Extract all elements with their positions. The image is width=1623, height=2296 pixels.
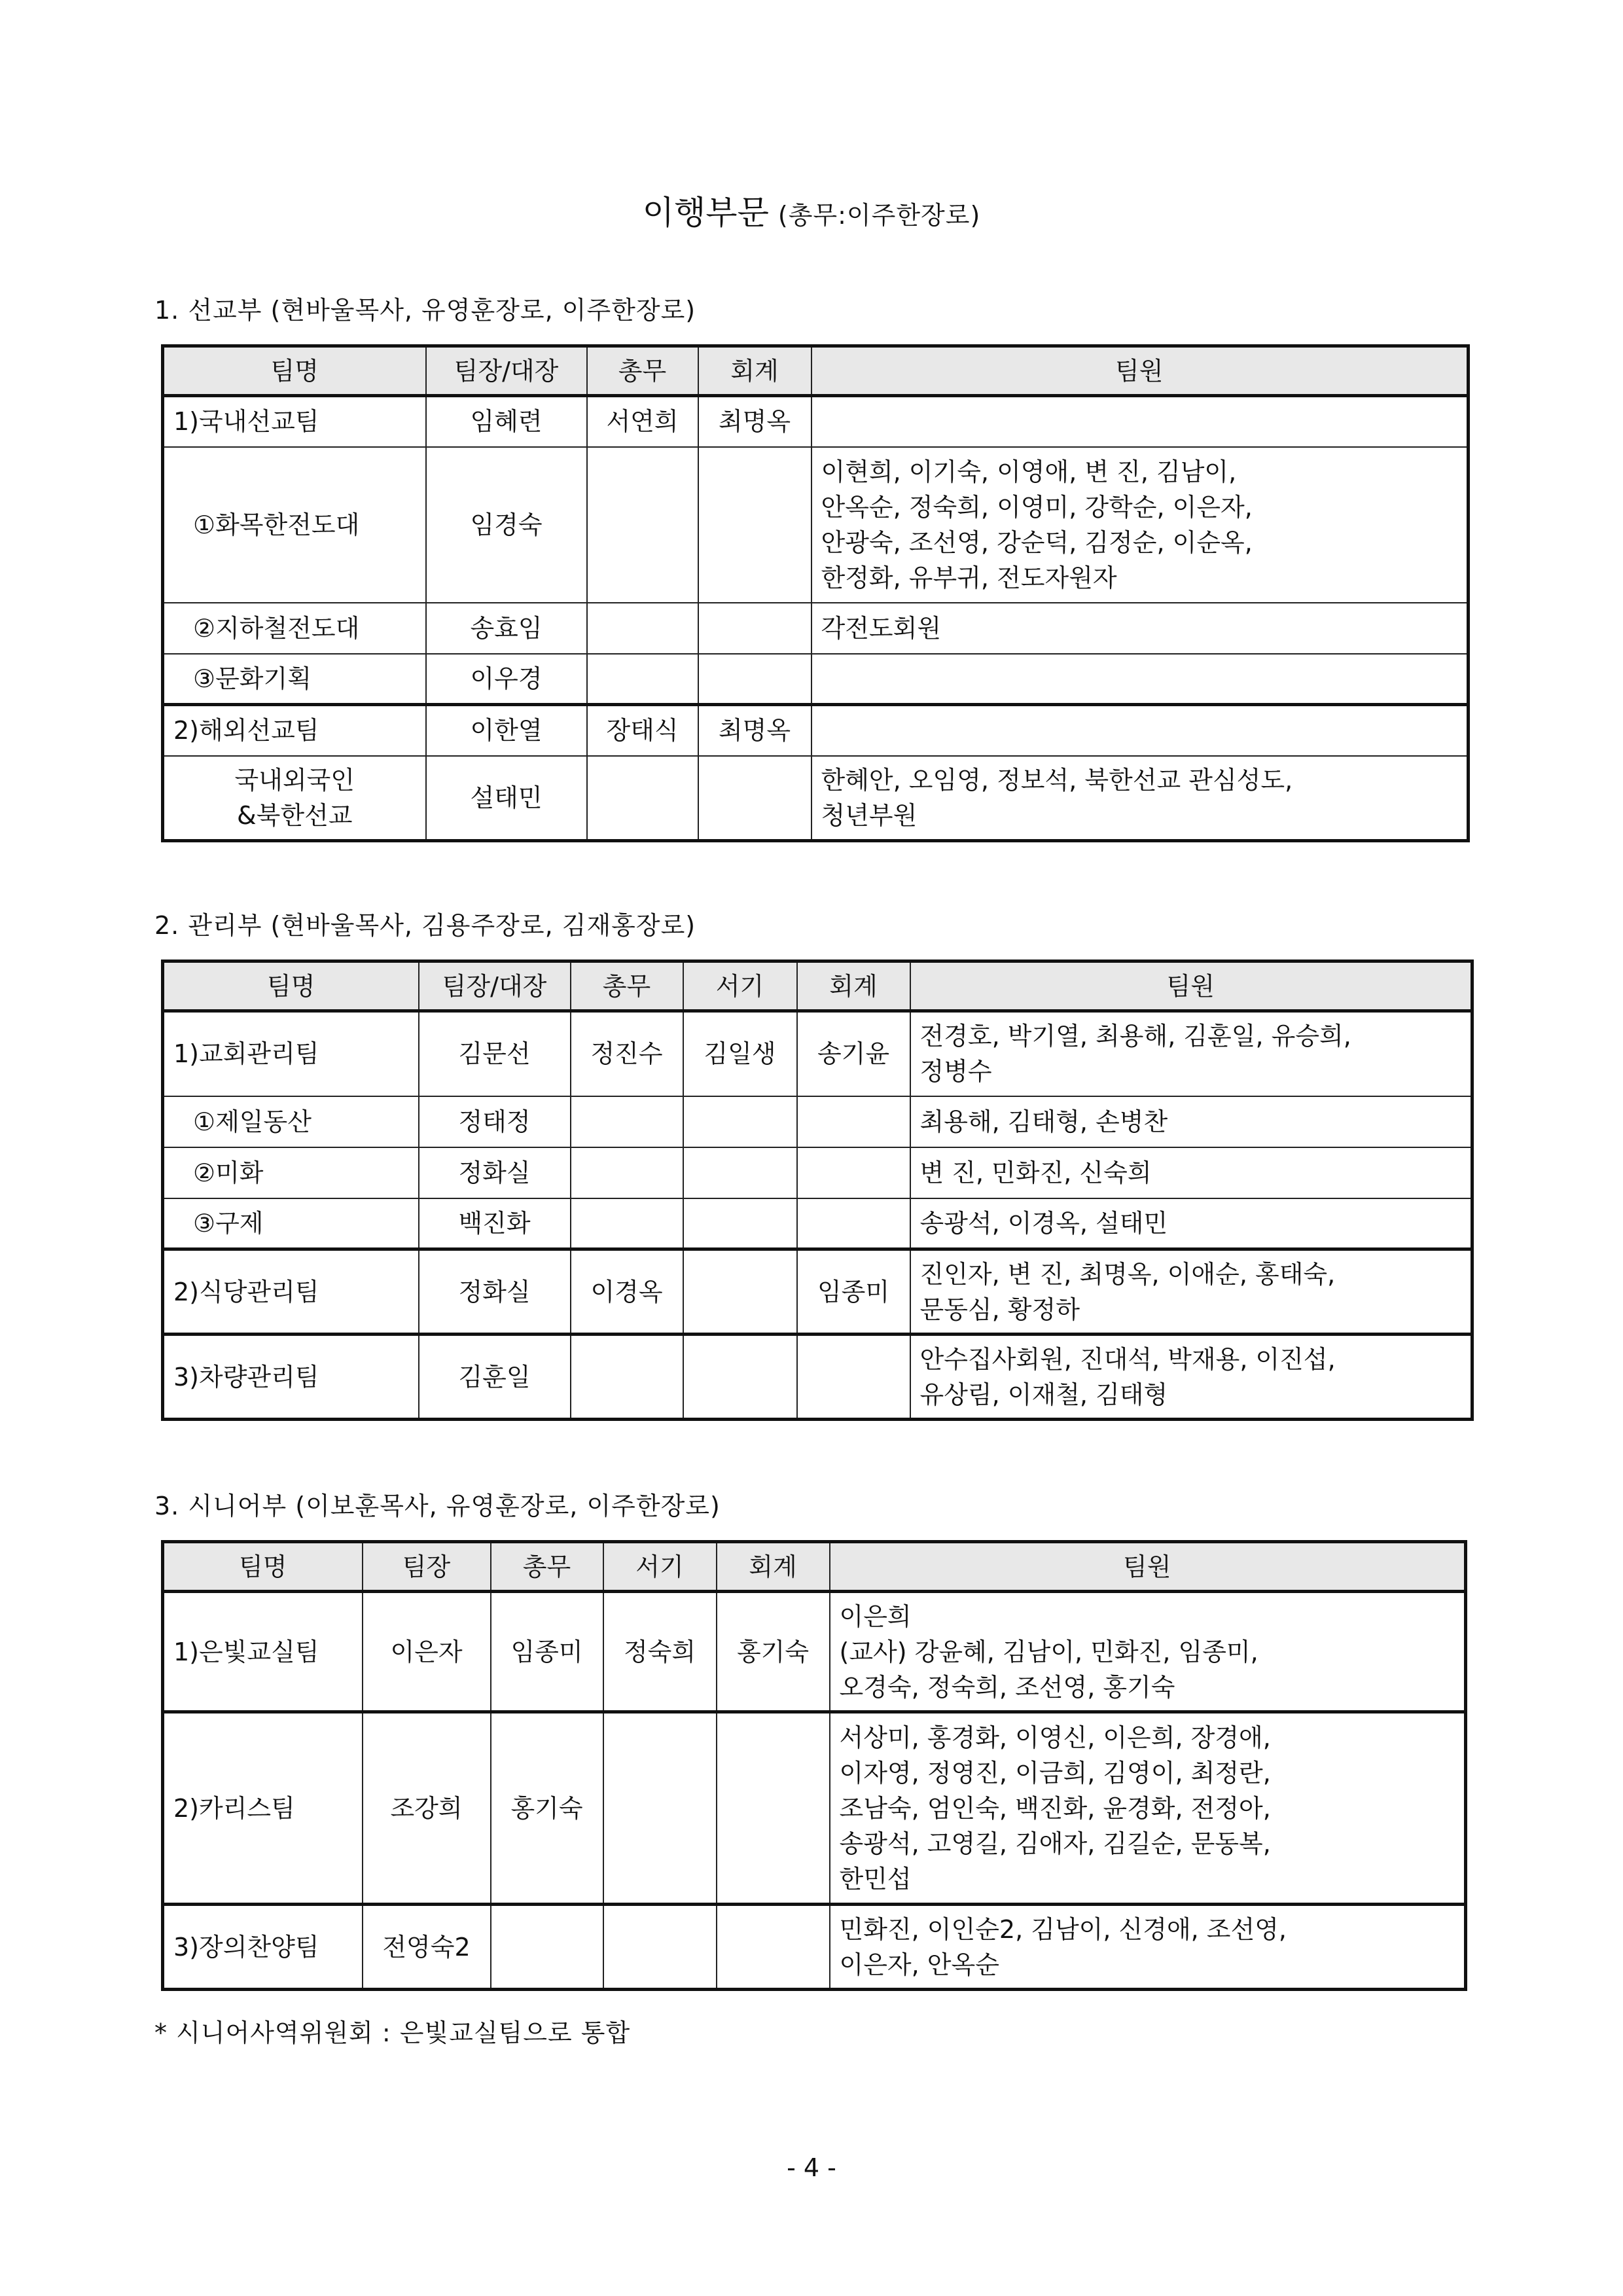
team-treasurer: 임종미 [797,1249,910,1335]
team-treasurer [698,756,812,841]
section2-heading: 2. 관리부 (현바울목사, 김용주장로, 김재홍장로) [154,911,696,940]
team-leader: 설태민 [426,756,587,841]
col-header: 서기 [683,961,797,1011]
team-leader: 임경숙 [426,447,587,603]
team-clerk [603,1905,717,1990]
col-header: 팀원 [910,961,1472,1011]
team-clerk [683,1335,797,1420]
team-treasurer: 송기윤 [797,1011,910,1096]
col-header: 회계 [698,346,812,396]
table-row [163,1712,1466,1905]
team-treasurer [797,1198,910,1249]
team-members: 한혜안, 오임영, 정보석, 북한선교 관심성도, 청년부원 [812,756,1469,841]
team-secretary: 이경옥 [571,1249,683,1335]
footnote: * 시니어사역위원회 : 은빛교실팀으로 통합 [154,2018,631,2047]
team-secretary [491,1905,603,1990]
team-leader: 이우경 [426,654,587,705]
col-header: 팀원 [812,346,1469,396]
col-header: 팀명 [163,346,426,396]
team-members: 이현희, 이기숙, 이영애, 변 진, 김남이, 안옥순, 정숙희, 이영미, 강학순, 이은자, 안광숙, 조선영, 강순덕, 김정순, 이순옥, 한정화, 유부귀, 전도자원자 [812,447,1469,603]
col-header: 팀장/대장 [426,346,587,396]
page-title-sub: (총무:이주한장로) [777,201,981,230]
col-header: 팀장 [363,1542,491,1592]
team-name: 1)교회관리팀 [163,1011,419,1096]
team-clerk [683,1096,797,1147]
table-row [163,1249,1472,1335]
col-header: 총무 [571,961,683,1011]
team-clerk: 정숙희 [603,1592,717,1712]
team-treasurer: 홍기숙 [717,1592,830,1712]
table-row [163,1905,1466,1990]
team-members [812,654,1469,705]
team-leader: 정태정 [419,1096,571,1147]
team-treasurer [797,1147,910,1198]
table-header-row [163,961,1472,1011]
team-name: 3)차량관리팀 [163,1335,419,1420]
col-header: 총무 [491,1542,603,1592]
team-name: ③문화기획 [163,654,426,705]
team-secretary [587,756,698,841]
team-leader: 이은자 [363,1592,491,1712]
team-name: 2)해외선교팀 [163,705,426,756]
team-clerk: 김일생 [683,1011,797,1096]
team-leader: 김문선 [419,1011,571,1096]
team-leader: 전영숙2 [363,1905,491,1990]
team-secretary: 서연희 [587,396,698,447]
team-name: 국내외국인 &북한선교 [163,756,426,841]
team-name: 3)장의찬양팀 [163,1905,363,1990]
team-name: ①화목한전도대 [163,447,426,603]
table-row [163,1096,1472,1147]
page-number: - 4 - [787,2153,836,2182]
team-leader: 임혜련 [426,396,587,447]
team-members: 민화진, 이인순2, 김남이, 신경애, 조선영, 이은자, 안옥순 [830,1905,1466,1990]
page-title-main: 이행부문 [642,194,769,232]
team-secretary [587,447,698,603]
team-treasurer [698,447,812,603]
team-treasurer [797,1096,910,1147]
team-treasurer [797,1335,910,1420]
table-row [163,1198,1472,1249]
team-secretary [571,1096,683,1147]
team-leader: 정화실 [419,1147,571,1198]
team-treasurer [717,1905,830,1990]
team-treasurer [698,654,812,705]
team-clerk [683,1249,797,1335]
team-members: 송광석, 이경옥, 설태민 [910,1198,1472,1249]
team-leader: 조강희 [363,1712,491,1905]
team-leader: 이한열 [426,705,587,756]
col-header: 팀명 [163,1542,363,1592]
table-row [163,447,1469,603]
table-header-row [163,346,1469,396]
team-name: ①제일동산 [163,1096,419,1147]
team-treasurer [717,1712,830,1905]
team-members: 전경호, 박기열, 최용해, 김훈일, 유승희, 정병수 [910,1011,1472,1096]
team-leader: 백진화 [419,1198,571,1249]
team-secretary [587,603,698,654]
team-secretary [571,1147,683,1198]
section2-table [161,960,1474,1421]
team-secretary: 정진수 [571,1011,683,1096]
table-row [163,1147,1472,1198]
team-secretary [571,1335,683,1420]
team-leader: 김훈일 [419,1335,571,1420]
table-row [163,705,1469,756]
col-header: 팀원 [830,1542,1466,1592]
team-clerk [683,1198,797,1249]
table-row [163,654,1469,705]
section1-table [161,344,1470,842]
team-name: ③구제 [163,1198,419,1249]
team-secretary: 장태식 [587,705,698,756]
team-members: 각전도회원 [812,603,1469,654]
col-header: 총무 [587,346,698,396]
col-header: 팀장/대장 [419,961,571,1011]
table-row [163,1335,1472,1420]
team-members: 진인자, 변 진, 최명옥, 이애순, 홍태숙, 문동심, 황정하 [910,1249,1472,1335]
team-members: 최용해, 김태형, 손병찬 [910,1096,1472,1147]
team-name: ②지하철전도대 [163,603,426,654]
team-members: 이은희 (교사) 강윤혜, 김남이, 민화진, 임종미, 오경숙, 정숙희, 조선영, 홍기숙 [830,1592,1466,1712]
team-secretary: 홍기숙 [491,1712,603,1905]
team-leader: 송효임 [426,603,587,654]
col-header: 회계 [717,1542,830,1592]
team-name: 2)식당관리팀 [163,1249,419,1335]
team-name: 1)국내선교팀 [163,396,426,447]
table-header-row [163,1542,1466,1592]
team-members: 안수집사회원, 진대석, 박재용, 이진섭, 유상림, 이재철, 김태형 [910,1335,1472,1420]
team-treasurer [698,603,812,654]
section1-heading: 1. 선교부 (현바울목사, 유영훈장로, 이주한장로) [154,296,696,325]
team-secretary: 임종미 [491,1592,603,1712]
col-header: 서기 [603,1542,717,1592]
team-treasurer: 최명옥 [698,705,812,756]
table-row [163,1592,1466,1712]
team-members: 서상미, 홍경화, 이영신, 이은희, 장경애, 이자영, 정영진, 이금희, 김영이, 최정란, 조남숙, 엄인숙, 백진화, 윤경화, 전정아, 송광석, 고영길, 김애자, 김길순, 문동복, 한민섭 [830,1712,1466,1905]
team-members [812,396,1469,447]
table-row [163,756,1469,841]
team-clerk [603,1712,717,1905]
table-row [163,603,1469,654]
team-clerk [683,1147,797,1198]
team-members [812,705,1469,756]
section3-heading: 3. 시니어부 (이보훈목사, 유영훈장로, 이주한장로) [154,1492,721,1520]
col-header: 회계 [797,961,910,1011]
team-secretary [571,1198,683,1249]
team-name: 1)은빛교실팀 [163,1592,363,1712]
team-name: ②미화 [163,1147,419,1198]
table-row [163,1011,1472,1096]
team-secretary [587,654,698,705]
section3-table [161,1540,1467,1991]
team-members: 변 진, 민화진, 신숙희 [910,1147,1472,1198]
page-title [0,187,1623,234]
team-name: 2)카리스팀 [163,1712,363,1905]
table-row [163,396,1469,447]
col-header: 팀명 [163,961,419,1011]
team-treasurer: 최명옥 [698,396,812,447]
team-leader: 정화실 [419,1249,571,1335]
